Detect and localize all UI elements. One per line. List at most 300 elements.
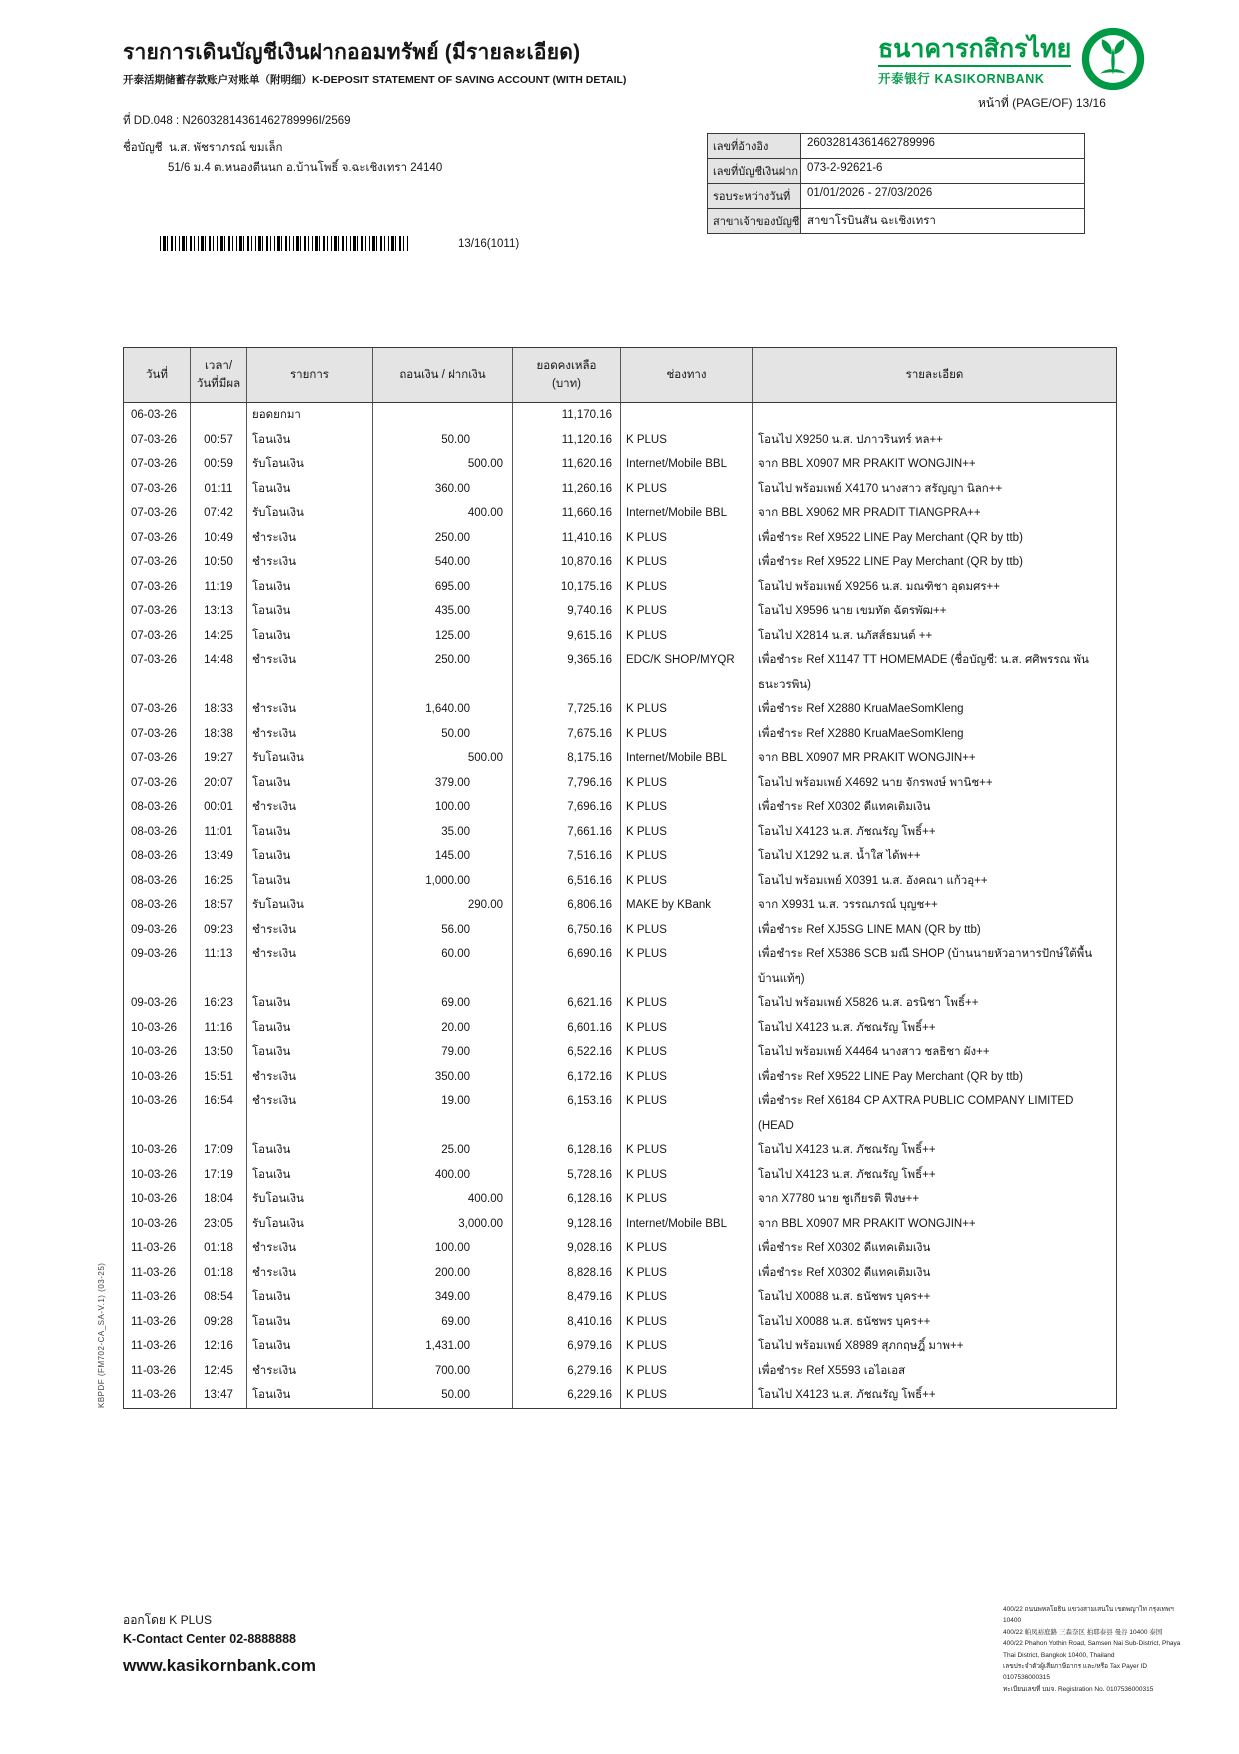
cell-detail: จาก X9931 น.ส. วรรณภรณ์ บุญช++ [758, 899, 938, 911]
cell-balance: 7,661.16 [513, 820, 621, 845]
cell-date: 09-03-26 [124, 942, 191, 991]
cell-date: 11-03-26 [124, 1334, 191, 1359]
info-row [708, 134, 1084, 158]
cell-description: รับโอนเงิน [247, 746, 373, 771]
cell-time: 17:09 [191, 1138, 247, 1163]
cell-date: 10-03-26 [124, 1212, 191, 1237]
table-row [124, 1065, 1116, 1090]
barcode-label: 13/16(1011) [458, 238, 520, 250]
cell-channel: K PLUS [621, 477, 753, 502]
cell-balance: 9,128.16 [513, 1212, 621, 1237]
cell-time: 00:59 [191, 452, 247, 477]
table-row [124, 624, 1116, 649]
cell-description: โอนเงิน [247, 820, 373, 845]
table-row [124, 575, 1116, 600]
cell-amount: 60.00 [373, 942, 513, 991]
cell-balance: 6,279.16 [513, 1359, 621, 1384]
cell-date: 07-03-26 [124, 452, 191, 477]
cell-description: โอนเงิน [247, 1334, 373, 1359]
cell-date: 07-03-26 [124, 771, 191, 796]
cell-detail: เพื่อชำระ Ref X0302 ดีแทคเติมเงิน [758, 801, 931, 813]
cell-channel: K PLUS [621, 991, 753, 1016]
account-info-table [707, 133, 1085, 234]
cell-description: ชำระเงิน [247, 918, 373, 943]
cell-channel: K PLUS [621, 1138, 753, 1163]
cell-detail: โอนไป X4123 น.ส. ภัชณรัญ โพธิ์++ [758, 825, 936, 838]
cell-detail: จาก BBL X0907 MR PRAKIT WONGJIN++ [758, 458, 976, 470]
cell-description: รับโอนเงิน [247, 1187, 373, 1212]
cell-time: 15:51 [191, 1065, 247, 1090]
kasikornbank-logo-icon [1080, 26, 1146, 97]
cell-balance: 5,728.16 [513, 1163, 621, 1188]
info-label: เลขที่บัญชีเงินฝาก [708, 159, 801, 183]
cell-time: 11:13 [191, 942, 247, 991]
cell-balance: 6,128.16 [513, 1187, 621, 1212]
cell-amount: 1,000.00 [373, 869, 513, 894]
fine-print-line: เลขประจำตัวผู้เสียภาษีอากร และ/หรือ Tax Payer ID 0107536000315 [1003, 1662, 1148, 1682]
cell-detail: โอนไป X4123 น.ส. ภัชณรัญ โพธิ์++ [758, 1168, 936, 1181]
cell-detail: โอนไป X4123 น.ส. ภัชณรัญ โพธิ์++ [758, 1021, 936, 1034]
cell-amount: 400.00 [373, 501, 513, 526]
cell-balance: 7,696.16 [513, 795, 621, 820]
info-value-account-number: 073-2-92621-6 [807, 162, 883, 174]
cell-description: โอนเงิน [247, 599, 373, 624]
cell-date: 08-03-26 [124, 820, 191, 845]
cell-balance: 6,750.16 [513, 918, 621, 943]
cell-balance: 7,796.16 [513, 771, 621, 796]
cell-date: 07-03-26 [124, 428, 191, 453]
cell-detail: โอนไป พร้อมเพย์ X4170 นางสาว สรัญญา นิลก++ [758, 482, 1003, 495]
info-label: สาขาเจ้าของบัญชี [708, 209, 801, 233]
cell-description: ชำระเงิน [247, 795, 373, 820]
cell-description: โอนเงิน [247, 1383, 373, 1408]
cell-balance: 7,516.16 [513, 844, 621, 869]
cell-balance: 6,153.16 [513, 1089, 621, 1138]
cell-amount: 400.00 [373, 1163, 513, 1188]
cell-description: โอนเงิน [247, 771, 373, 796]
cell-amount [373, 403, 513, 428]
cell-amount: 100.00 [373, 795, 513, 820]
cell-time: 17:19 [191, 1163, 247, 1188]
cell-channel: K PLUS [621, 1236, 753, 1261]
table-header [124, 348, 1116, 403]
cell-description: ชำระเงิน [247, 648, 373, 697]
cell-channel: K PLUS [621, 722, 753, 747]
cell-channel: K PLUS [621, 550, 753, 575]
cell-date: 10-03-26 [124, 1187, 191, 1212]
cell-detail: จาก X7780 นาย ชูเกียรติ ฟึงษ++ [758, 1193, 920, 1205]
cell-description: รับโอนเงิน [247, 1212, 373, 1237]
table-row [124, 477, 1116, 502]
cell-date: 07-03-26 [124, 501, 191, 526]
cell-channel: K PLUS [621, 1334, 753, 1359]
table-row [124, 1212, 1116, 1237]
cell-description: รับโอนเงิน [247, 501, 373, 526]
cell-time: 11:16 [191, 1016, 247, 1041]
cell-balance: 9,365.16 [513, 648, 621, 697]
cell-time: 11:01 [191, 820, 247, 845]
cell-balance: 6,172.16 [513, 1065, 621, 1090]
cell-amount: 145.00 [373, 844, 513, 869]
table-row [124, 697, 1116, 722]
cell-time: 14:48 [191, 648, 247, 697]
cell-channel: K PLUS [621, 942, 753, 991]
cell-channel: MAKE by KBank [621, 893, 753, 918]
page-number: หน้าที่ (PAGE/OF) 13/16 [978, 96, 1106, 110]
cell-detail: โอนไป X9596 นาย เขมทัต ฉัตรพัฒ++ [758, 605, 947, 617]
cell-channel: K PLUS [621, 526, 753, 551]
barcode-icon [160, 236, 408, 251]
table-row [124, 869, 1116, 894]
cell-balance: 7,725.16 [513, 697, 621, 722]
cell-detail: เพื่อชำระ Ref X2880 KruaMaeSomKleng [758, 703, 964, 715]
cell-date: 07-03-26 [124, 648, 191, 697]
cell-detail: เพื่อชำระ Ref X2880 KruaMaeSomKleng [758, 727, 964, 740]
cell-time: 01:11 [191, 477, 247, 502]
cell-channel: K PLUS [621, 771, 753, 796]
cell-detail: เพื่อชำระ Ref X0302 ดีแทคเติมเงิน [758, 1242, 931, 1254]
page-subtitle: 开泰活期储蓄存款账户对账单（附明细）K-DEPOSIT STATEMENT OF SAVING ACCOUNT (WITH DETAIL) [123, 74, 627, 86]
cell-description: โอนเงิน [247, 869, 373, 894]
cell-detail: เพื่อชำระ Ref X5593 เอไอเอส [758, 1364, 906, 1377]
cell-detail: เพื่อชำระ Ref X9522 LINE Pay Merchant (QR by ttb) [758, 531, 1023, 544]
cell-amount: 349.00 [373, 1285, 513, 1310]
cell-detail: เพื่อชำระ Ref X5386 SCB มณี SHOP (บ้านนายหัวอาหารปักษ์ใต้พื้นบ้านแท้ๆ) [758, 948, 1093, 985]
cell-balance: 6,979.16 [513, 1334, 621, 1359]
cell-amount: 400.00 [373, 1187, 513, 1212]
cell-channel: EDC/K SHOP/MYQR [621, 648, 753, 697]
cell-amount: 360.00 [373, 477, 513, 502]
cell-description: ชำระเงิน [247, 550, 373, 575]
cell-date: 11-03-26 [124, 1236, 191, 1261]
cell-time: 18:38 [191, 722, 247, 747]
cell-channel: K PLUS [621, 869, 753, 894]
cell-description: โอนเงิน [247, 1040, 373, 1065]
cell-channel: K PLUS [621, 918, 753, 943]
cell-time: 18:33 [191, 697, 247, 722]
cell-balance: 6,690.16 [513, 942, 621, 991]
cell-balance: 11,620.16 [513, 452, 621, 477]
cell-amount: 50.00 [373, 428, 513, 453]
cell-time: 01:18 [191, 1261, 247, 1286]
cell-amount: 540.00 [373, 550, 513, 575]
cell-detail: เพื่อชำระ Ref XJ5SG LINE MAN (QR by ttb) [758, 923, 981, 936]
cell-amount: 250.00 [373, 526, 513, 551]
cell-balance: 8,828.16 [513, 1261, 621, 1286]
brand-name-cn-en: 开泰银行 KASIKORNBANK [878, 71, 1045, 86]
cell-detail: เพื่อชำระ Ref X1147 TT HOMEMADE (ชื่อบัญชี: น.ส. ศศิพรรณ พันธนะวรพิน) [758, 654, 1089, 691]
cell-amount: 250.00 [373, 648, 513, 697]
cell-detail: โอนไป พร้อมเพย์ X0391 น.ส. อังคณา แก้วอุ++ [758, 874, 988, 887]
cell-balance: 6,601.16 [513, 1016, 621, 1041]
header-cell-amount: ถอนเงิน / ฝากเงิน [373, 348, 513, 402]
cell-detail: โอนไป พร้อมเพย์ X4464 นางสาว ชลธิชา ผัง++ [758, 1046, 990, 1058]
cell-channel [621, 403, 753, 428]
statement-body [124, 403, 1116, 1408]
table-row [124, 844, 1116, 869]
fine-print-line: 400/22 Phahon Yothin Road, Samsen Nai Sub-District, Phaya Thai District, Bangkok 10400, Thailand [1003, 1640, 1181, 1659]
cell-amount: 695.00 [373, 575, 513, 600]
cell-balance: 6,229.16 [513, 1383, 621, 1408]
cell-detail: จาก BBL X9062 MR PRADIT TIANGPRA++ [758, 507, 981, 519]
table-row [124, 1359, 1116, 1384]
cell-balance: 10,870.16 [513, 550, 621, 575]
cell-date: 11-03-26 [124, 1285, 191, 1310]
cell-date: 10-03-26 [124, 1040, 191, 1065]
cell-date: 11-03-26 [124, 1383, 191, 1408]
cell-time: 01:18 [191, 1236, 247, 1261]
cell-balance: 10,175.16 [513, 575, 621, 600]
info-value-period: 01/01/2026 - 27/03/2026 [807, 187, 933, 199]
cell-amount: 125.00 [373, 624, 513, 649]
table-row [124, 795, 1116, 820]
cell-date: 08-03-26 [124, 869, 191, 894]
cell-detail: เพื่อชำระ Ref X6184 CP AXTRA PUBLIC COMPANY LIMITED (HEAD [758, 1095, 1074, 1132]
cell-description: โอนเงิน [247, 1163, 373, 1188]
cell-channel: Internet/Mobile BBL [621, 501, 753, 526]
cell-time: 07:42 [191, 501, 247, 526]
cell-detail: โอนไป พร้อมเพย์ X4692 นาย จักรพงษ์ พานิช++ [758, 776, 993, 789]
cell-channel: K PLUS [621, 1310, 753, 1335]
cell-detail: เพื่อชำระ Ref X0302 ดีแทคเติมเงิน [758, 1266, 931, 1279]
table-row [124, 1236, 1116, 1261]
cell-description: โอนเงิน [247, 1138, 373, 1163]
cell-channel: K PLUS [621, 1383, 753, 1408]
table-row [124, 1089, 1116, 1138]
cell-balance: 8,479.16 [513, 1285, 621, 1310]
brand-lockup [878, 26, 1146, 97]
cell-date: 10-03-26 [124, 1138, 191, 1163]
cell-detail [753, 403, 1116, 428]
cell-time: 14:25 [191, 624, 247, 649]
issued-by: ออกโดย K PLUS [123, 1613, 212, 1627]
cell-description: ชำระเงิน [247, 722, 373, 747]
cell-detail: โอนไป X1292 น.ส. น้ำใส ได้พ++ [758, 850, 921, 862]
cell-time: 09:28 [191, 1310, 247, 1335]
cell-amount: 100.00 [373, 1236, 513, 1261]
cell-time: 10:49 [191, 526, 247, 551]
cell-detail: โอนไป X4123 น.ส. ภัชณรัญ โพธิ์++ [758, 1144, 936, 1156]
cell-balance: 6,806.16 [513, 893, 621, 918]
info-label: รอบระหว่างวันที่ [708, 184, 801, 208]
header-cell-detail: รายละเอียด [905, 368, 964, 381]
table-row [124, 942, 1116, 991]
cell-date: 07-03-26 [124, 722, 191, 747]
cell-amount: 435.00 [373, 599, 513, 624]
cell-description: ชำระเงิน [247, 697, 373, 722]
cell-amount: 1,640.00 [373, 697, 513, 722]
info-row [708, 208, 1084, 233]
cell-date: 07-03-26 [124, 746, 191, 771]
cell-date: 07-03-26 [124, 550, 191, 575]
account-name-label: ชื่อบัญชี [123, 142, 163, 154]
table-row [124, 648, 1116, 697]
cell-amount: 69.00 [373, 1310, 513, 1335]
cell-date: 10-03-26 [124, 1163, 191, 1188]
cell-time: 13:50 [191, 1040, 247, 1065]
title-block [123, 36, 626, 87]
cell-time: 20:07 [191, 771, 247, 796]
cell-channel: K PLUS [621, 1285, 753, 1310]
info-value-branch: สาขาโรบินสัน ฉะเชิงเทรา [807, 215, 936, 227]
cell-description: ชำระเงิน [247, 1261, 373, 1286]
cell-description: โอนเงิน [247, 844, 373, 869]
cell-detail: โอนไป X2814 น.ส. นภัสส์ธมนต์ ++ [758, 629, 933, 642]
table-row [124, 1187, 1116, 1212]
table-row [124, 1383, 1116, 1408]
cell-time: 00:01 [191, 795, 247, 820]
cell-balance: 6,516.16 [513, 869, 621, 894]
cell-detail: โอนไป X0088 น.ส. ธนัชพร บุคร++ [758, 1315, 931, 1328]
header-cell-balance: ยอดคงเหลือ (บาท) [513, 348, 621, 402]
cell-balance: 9,740.16 [513, 599, 621, 624]
table-row [124, 1163, 1116, 1188]
cell-time [191, 403, 247, 428]
cell-description: โอนเงิน [247, 575, 373, 600]
cell-balance: 7,675.16 [513, 722, 621, 747]
bank-website: www.kasikornbank.com [123, 1656, 317, 1675]
table-row [124, 1138, 1116, 1163]
cell-detail: โอนไป พร้อมเพย์ X8989 สุภกฤษฎิ์ มาพ++ [758, 1340, 964, 1352]
cell-description: ชำระเงิน [247, 1089, 373, 1138]
cell-description: โอนเงิน [247, 991, 373, 1016]
info-row [708, 158, 1084, 183]
cell-detail: โอนไป พร้อมเพย์ X5826 น.ส. อรนิชา โพธิ์++ [758, 997, 979, 1009]
table-row [124, 918, 1116, 943]
page-title: รายการเดินบัญชีเงินฝากออมทรัพย์ (มีรายละเอียด) [123, 41, 581, 64]
cell-time: 10:50 [191, 550, 247, 575]
cell-channel: K PLUS [621, 1016, 753, 1041]
cell-balance: 11,410.16 [513, 526, 621, 551]
cell-date: 10-03-26 [124, 1016, 191, 1041]
bank-address-fine-print [1003, 1604, 1193, 1695]
cell-detail: โอนไป X9250 น.ส. ปภาวรินทร์ หล++ [758, 433, 943, 446]
cell-amount: 379.00 [373, 771, 513, 796]
cell-date: 06-03-26 [124, 403, 191, 428]
table-row [124, 1040, 1116, 1065]
cell-channel: K PLUS [621, 1089, 753, 1138]
cell-amount: 50.00 [373, 1383, 513, 1408]
cell-balance: 9,028.16 [513, 1236, 621, 1261]
cell-description: โอนเงิน [247, 1310, 373, 1335]
cell-description: ชำระเงิน [247, 942, 373, 991]
table-row [124, 893, 1116, 918]
cell-time: 13:13 [191, 599, 247, 624]
cell-amount: 350.00 [373, 1065, 513, 1090]
cell-channel: Internet/Mobile BBL [621, 452, 753, 477]
cell-date: 07-03-26 [124, 624, 191, 649]
cell-date: 09-03-26 [124, 991, 191, 1016]
cell-amount: 50.00 [373, 722, 513, 747]
cell-time: 09:23 [191, 918, 247, 943]
cell-description: โอนเงิน [247, 1016, 373, 1041]
cell-channel: K PLUS [621, 1040, 753, 1065]
cell-time: 18:04 [191, 1187, 247, 1212]
header-cell-channel: ช่องทาง [621, 348, 753, 402]
cell-date: 11-03-26 [124, 1310, 191, 1335]
cell-amount: 1,431.00 [373, 1334, 513, 1359]
brand-name-thai: ธนาคารกสิกรไทย [878, 36, 1071, 66]
table-row [124, 599, 1116, 624]
cell-amount: 25.00 [373, 1138, 513, 1163]
table-row [124, 1310, 1116, 1335]
cell-balance: 6,128.16 [513, 1138, 621, 1163]
table-row [124, 1261, 1116, 1286]
cell-channel: K PLUS [621, 795, 753, 820]
cell-balance: 6,522.16 [513, 1040, 621, 1065]
cell-amount: 500.00 [373, 452, 513, 477]
cell-channel: K PLUS [621, 1065, 753, 1090]
cell-channel: K PLUS [621, 1359, 753, 1384]
cell-date: 07-03-26 [124, 697, 191, 722]
table-row [124, 452, 1116, 477]
cell-balance: 6,621.16 [513, 991, 621, 1016]
cell-time: 12:45 [191, 1359, 247, 1384]
cell-channel: Internet/Mobile BBL [621, 746, 753, 771]
cell-time: 11:19 [191, 575, 247, 600]
cell-amount: 56.00 [373, 918, 513, 943]
cell-date: 10-03-26 [124, 1065, 191, 1090]
cell-time: 16:25 [191, 869, 247, 894]
cell-date: 07-03-26 [124, 526, 191, 551]
cell-detail: โอนไป พร้อมเพย์ X9256 น.ส. มณฑิชา อุดมศร++ [758, 580, 1000, 593]
cell-detail: เพื่อชำระ Ref X9522 LINE Pay Merchant (QR by ttb) [758, 556, 1023, 568]
cell-description: โอนเงิน [247, 428, 373, 453]
cell-description: ยอดยกมา [247, 403, 373, 428]
cell-date: 07-03-26 [124, 477, 191, 502]
cell-balance: 8,175.16 [513, 746, 621, 771]
account-address: 51/6 ม.4 ต.หนองตีนนก อ.บ้านโพธิ์ จ.ฉะเชิงเทรา 24140 [168, 162, 443, 174]
table-row [124, 1334, 1116, 1359]
cell-description: ชำระเงิน [247, 1359, 373, 1384]
cell-balance: 11,120.16 [513, 428, 621, 453]
cell-time: 08:54 [191, 1285, 247, 1310]
table-row [124, 550, 1116, 575]
cell-amount: 69.00 [373, 991, 513, 1016]
cell-detail: จาก BBL X0907 MR PRAKIT WONGJIN++ [758, 1217, 976, 1230]
table-row [124, 1016, 1116, 1041]
statement-table [123, 347, 1117, 1409]
info-label: เลขที่อ้างอิง [708, 134, 801, 158]
cell-description: โอนเงิน [247, 624, 373, 649]
cell-detail: โอนไป X0088 น.ส. ธนัชพร บุคร++ [758, 1291, 931, 1303]
cell-channel: K PLUS [621, 1261, 753, 1286]
cell-channel: K PLUS [621, 697, 753, 722]
info-row [708, 183, 1084, 208]
table-row [124, 991, 1116, 1016]
header-cell-description: รายการ [247, 348, 373, 402]
table-row [124, 428, 1116, 453]
account-name: น.ส. พัชราภรณ์ ขมเล็ก [169, 142, 283, 154]
cell-amount: 500.00 [373, 746, 513, 771]
brand-text [878, 36, 1071, 86]
cell-date: 09-03-26 [124, 918, 191, 943]
cell-description: ชำระเงิน [247, 1236, 373, 1261]
fine-print-line: ทะเบียนเลขที่ บมจ. Registration No. 0107536000315 [1003, 1685, 1154, 1693]
cell-description: รับโอนเงิน [247, 452, 373, 477]
cell-date: 11-03-26 [124, 1261, 191, 1286]
cell-amount: 700.00 [373, 1359, 513, 1384]
cell-time: 13:47 [191, 1383, 247, 1408]
cell-balance: 11,260.16 [513, 477, 621, 502]
table-row [124, 820, 1116, 845]
cell-channel: K PLUS [621, 599, 753, 624]
cell-balance: 9,615.16 [513, 624, 621, 649]
account-block [123, 138, 442, 178]
cell-detail: โอนไป X4123 น.ส. ภัชณรัญ โพธิ์++ [758, 1389, 936, 1401]
info-value-reference-number: 26032814361462789996 [807, 137, 935, 149]
cell-channel: Internet/Mobile BBL [621, 1212, 753, 1237]
